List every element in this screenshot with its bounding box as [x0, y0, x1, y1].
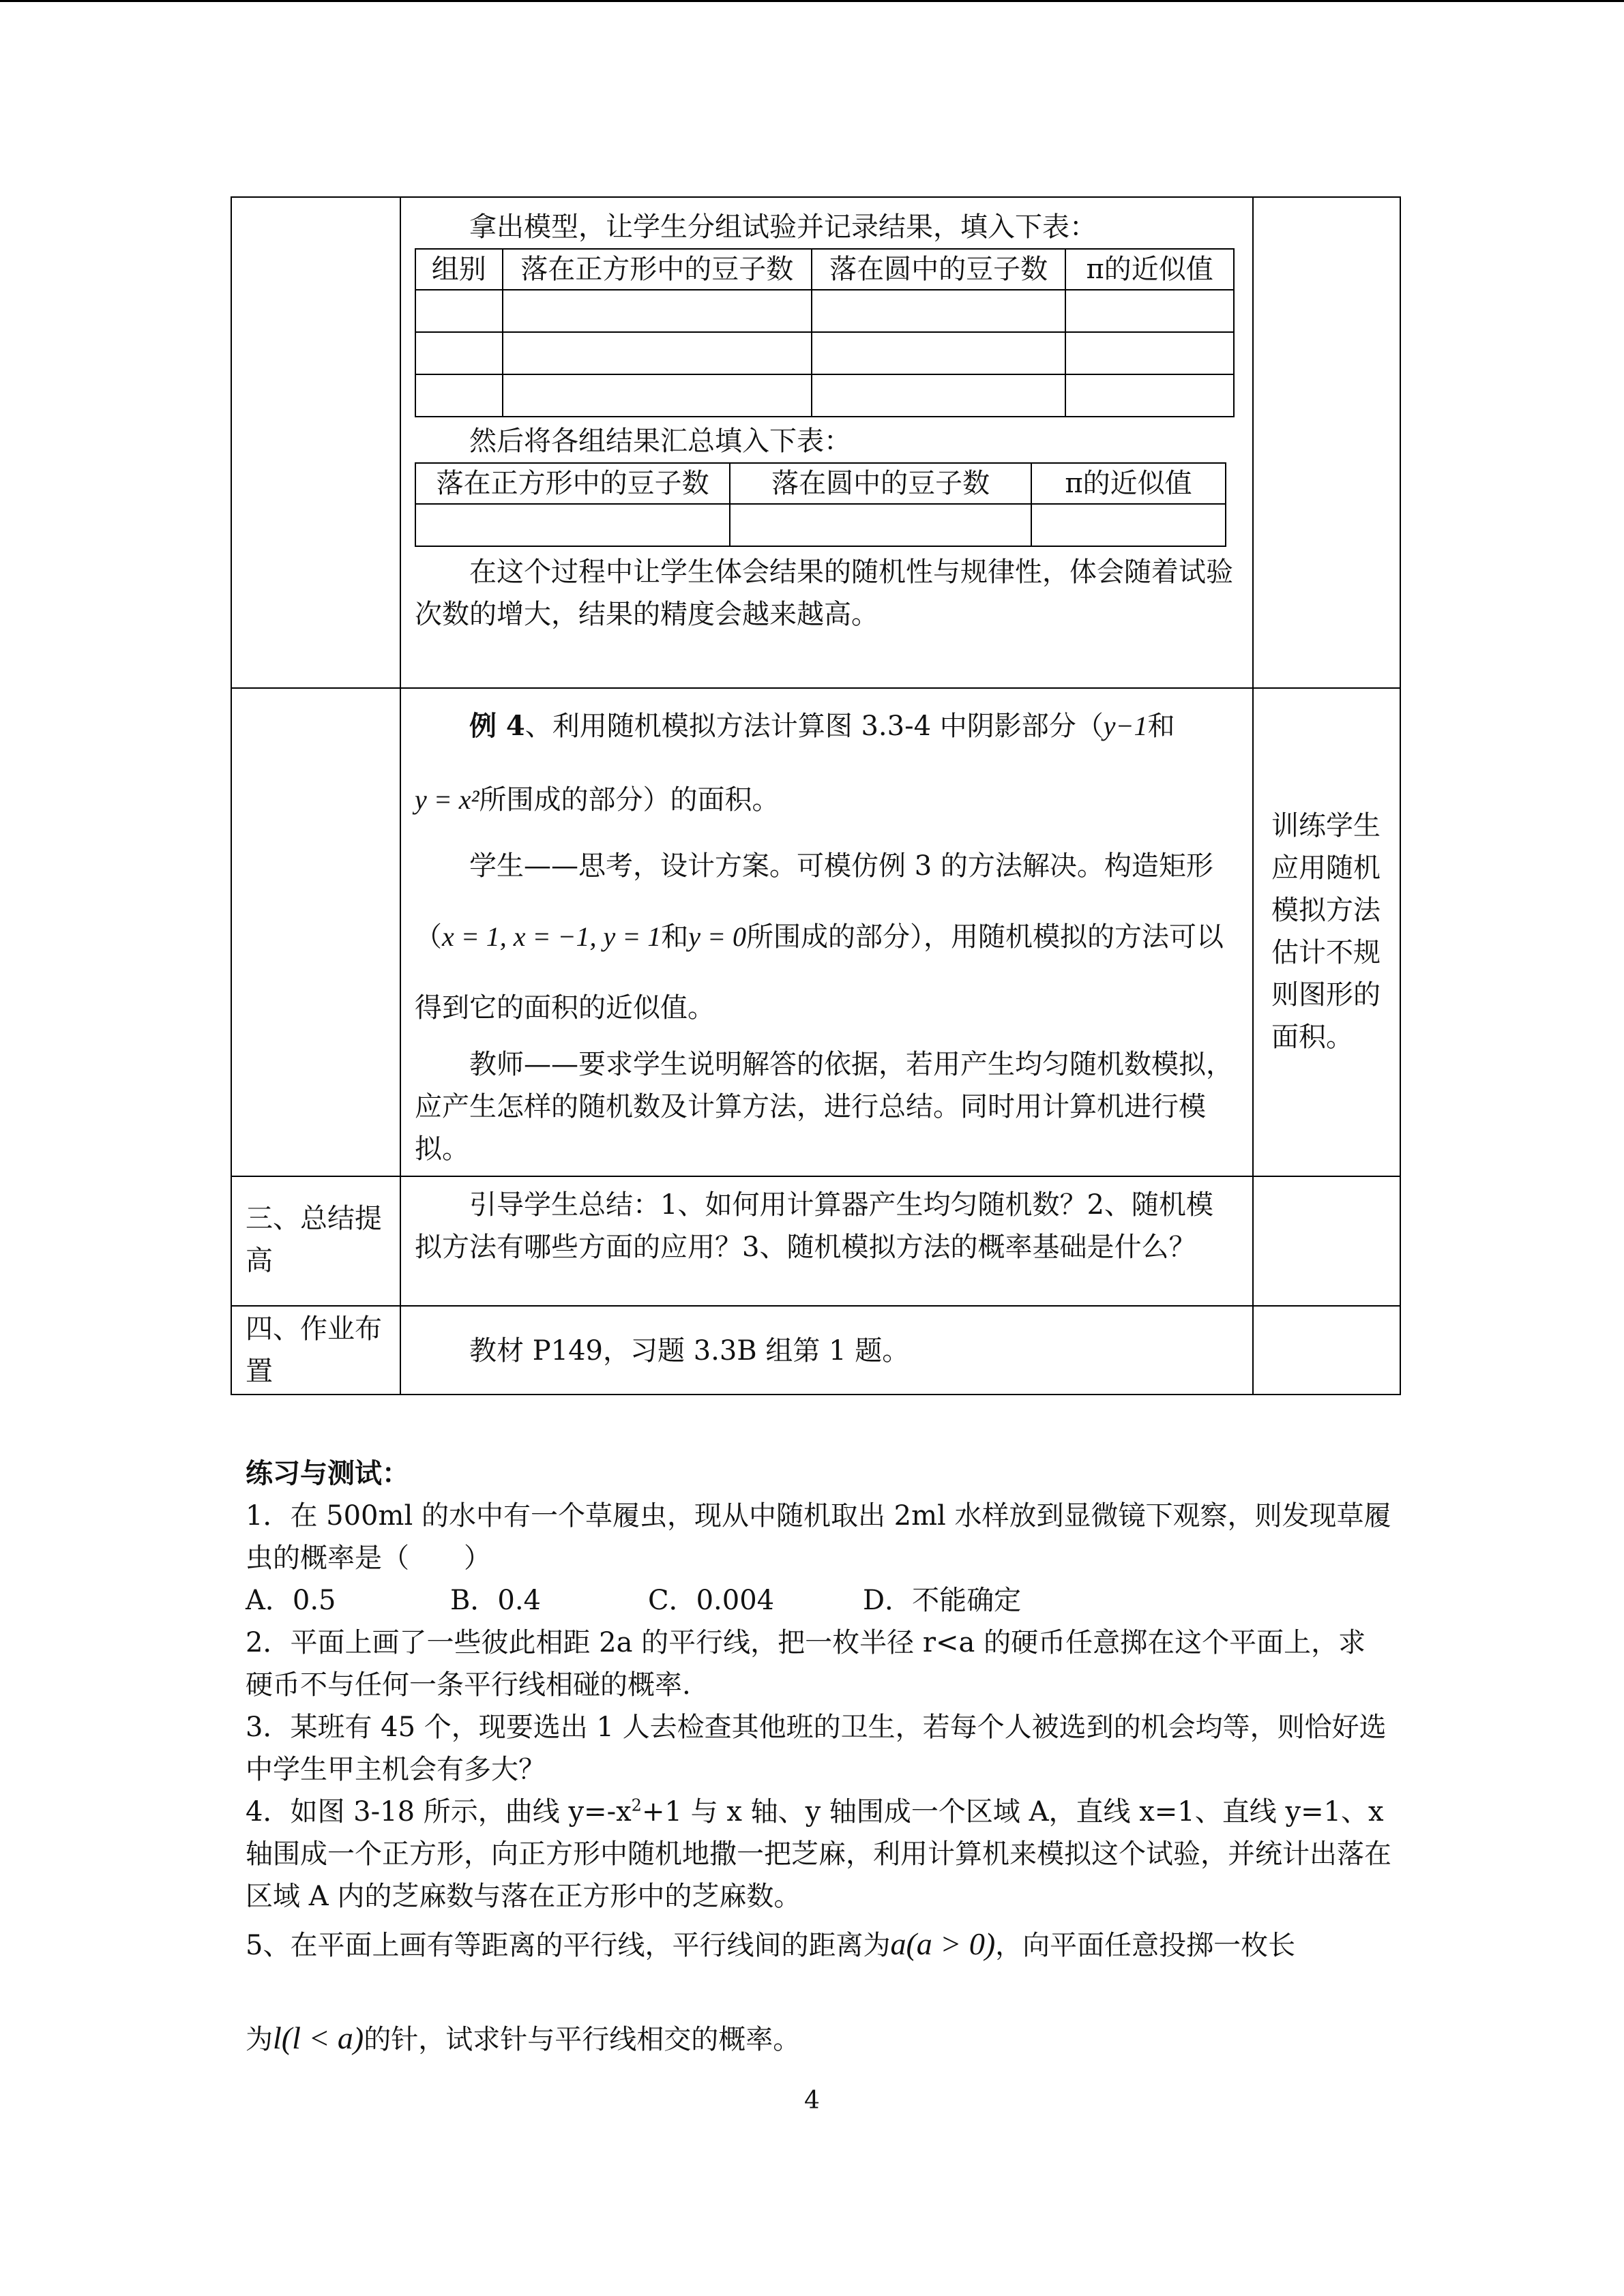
math-expression: y = x² — [415, 784, 479, 815]
stage-label: 四、作业布置 — [246, 1313, 382, 1387]
option-c: C．0.004 — [648, 1585, 775, 1616]
closing-text: 在这个过程中让学生体会结果的随机性与规律性，体会随着试验次数的增大，结果的精度会越来越高。 — [415, 556, 1233, 630]
table-row — [415, 504, 1226, 546]
question-5-cont — [246, 2017, 1391, 2061]
table-cell — [415, 332, 503, 374]
header-cell: π的近似值 — [1065, 249, 1234, 290]
table-row — [415, 332, 1234, 374]
group-results-table — [415, 248, 1235, 417]
table-cell — [812, 290, 1065, 332]
math-expression: y−1 — [1103, 711, 1148, 741]
top-border-line — [0, 0, 1624, 2]
math-expression: y = 0 — [688, 921, 746, 952]
header-cell: 组别 — [415, 249, 503, 290]
note-cell — [1253, 688, 1400, 1176]
question-5-part: 5、在平面上画有等距离的平行线，平行线间的距离为 — [246, 1930, 891, 1961]
lesson-plan-table — [231, 196, 1401, 1395]
question-4-part: 4．如图 3-18 所示，曲线 y=-x — [246, 1796, 632, 1828]
content-cell — [400, 197, 1253, 688]
table-cell — [1031, 504, 1226, 546]
table-cell — [1065, 374, 1234, 417]
summary-prompt: 引导学生总结：1、如何用计算器产生均匀随机数？2、随机模拟方法有哪些方面的应用？3、随机模拟方法的概率基础是什么？ — [415, 1189, 1213, 1263]
question-1: 1．在 500ml 的水中有一个草履虫，现从中随机取出 2ml 水样放到显微镜下观察，则发现草履虫的概率是（ ） — [246, 1500, 1391, 1574]
teacher-text: 教师——要求学生说明解答的依据，若用产生均匀随机数模拟，应产生怎样的随机数及计算方法，进行总结。同时用计算机进行模拟。 — [415, 1049, 1233, 1165]
table-cell — [812, 374, 1065, 417]
stage-cell-empty — [231, 197, 400, 688]
table-cell — [503, 374, 812, 417]
header-cell: 落在正方形中的豆子数 — [415, 463, 730, 504]
content-cell — [400, 1306, 1253, 1395]
header-cell: 落在圆中的豆子数 — [812, 249, 1065, 290]
student-text-part: 学生——思考，设计方案。可模仿例 3 的方法解决。构造矩形（ — [415, 850, 1213, 953]
math-expression: a(a > 0) — [890, 1926, 996, 1961]
math-expression: l(l < a) — [273, 2021, 364, 2055]
table-row — [415, 249, 1234, 290]
question-5 — [246, 1923, 1391, 1967]
table-cell — [812, 332, 1065, 374]
homework-text: 教材 P149，习题 3.3B 组第 1 题。 — [469, 1335, 910, 1367]
question-4-part: +1 与 x 轴、y 轴围成一个区域 A，直线 x=1、直线 y=1、x 轴围成一个正方形，向正方形中随机地撒一把芝麻，利用计算机来模拟这个试验，并统计出落在区域 A 内的芝麻数与落在正方形中的芝麻数。 — [246, 1796, 1391, 1912]
table-cell — [415, 374, 503, 417]
note-cell-empty — [1253, 197, 1400, 688]
table-row — [415, 463, 1226, 504]
example-text: 所围成的部分）的面积。 — [479, 784, 780, 816]
question-5-part: ，向平面任意投掷一枚长 — [995, 1930, 1296, 1961]
practice-section — [246, 1452, 1391, 2061]
option-d: D．不能确定 — [863, 1585, 1022, 1616]
table-row — [231, 688, 1400, 1176]
summary-intro: 然后将各组结果汇总填入下表： — [469, 426, 851, 457]
side-note: 训练学生应用随机模拟方法估计不规则图形的面积。 — [1271, 810, 1381, 1053]
student-text-part: 所围成的部分），用随机模拟的方法可以得到它的面积的近似值。 — [415, 921, 1224, 1024]
question-1-options — [246, 1579, 1391, 1622]
math-expression: x = 1, x = −1, y = 1 — [442, 921, 662, 952]
table-cell — [730, 504, 1031, 546]
table-row — [231, 1176, 1400, 1306]
header-cell: π的近似值 — [1031, 463, 1226, 504]
header-cell: 落在正方形中的豆子数 — [503, 249, 812, 290]
page-number: 4 — [804, 2087, 820, 2115]
question-5-part: 为 — [246, 2024, 273, 2055]
stage-label: 三、总结提高 — [246, 1203, 382, 1277]
table-row — [415, 290, 1234, 332]
table-cell — [503, 290, 812, 332]
question-5-part: 的针，试求针与平行线相交的概率。 — [364, 2024, 801, 2055]
content-cell — [400, 1176, 1253, 1306]
example-4-cont — [415, 779, 1237, 821]
option-a: A．0.5 — [246, 1585, 336, 1616]
example-text: 、利用随机模拟方法计算图 3.3-4 中阴影部分（ — [525, 711, 1104, 742]
question-4 — [246, 1791, 1391, 1918]
table-row — [231, 1306, 1400, 1395]
table-cell — [1065, 332, 1234, 374]
stage-cell-empty — [231, 688, 400, 1176]
table-cell — [1065, 290, 1234, 332]
example-text: 和 — [1147, 711, 1175, 742]
stage-cell — [231, 1176, 400, 1306]
table-row — [415, 374, 1234, 417]
example-label: 例 4 — [469, 710, 525, 742]
note-cell-empty — [1253, 1306, 1400, 1395]
note-cell-empty — [1253, 1176, 1400, 1306]
table-cell — [503, 332, 812, 374]
model-intro: 拿出模型，让学生分组试验并记录结果，填入下表： — [469, 211, 1097, 243]
student-text-part: 和 — [661, 921, 689, 953]
option-b: B．0.4 — [450, 1585, 542, 1616]
summary-results-table — [415, 462, 1226, 547]
question-2: 2．平面上画了一些彼此相距 2a 的平行线，把一枚半径 r<a 的硬币任意掷在这个平面上，求硬币不与任何一条平行线相碰的概率. — [246, 1627, 1366, 1701]
table-cell — [415, 504, 730, 546]
superscript: 2 — [631, 1795, 642, 1815]
question-3: 3．某班有 45 个，现要选出 1 人去检查其他班的卫生，若每个人被选到的机会均等，则恰好选中学生甲主机会有多大？ — [246, 1712, 1387, 1785]
table-row — [231, 197, 1400, 688]
stage-cell — [231, 1306, 400, 1395]
student-text — [415, 831, 1237, 1043]
table-cell — [415, 290, 503, 332]
practice-heading: 练习与测试： — [246, 1457, 409, 1489]
content-cell — [400, 688, 1253, 1176]
example-4 — [415, 705, 1237, 747]
header-cell: 落在圆中的豆子数 — [730, 463, 1031, 504]
